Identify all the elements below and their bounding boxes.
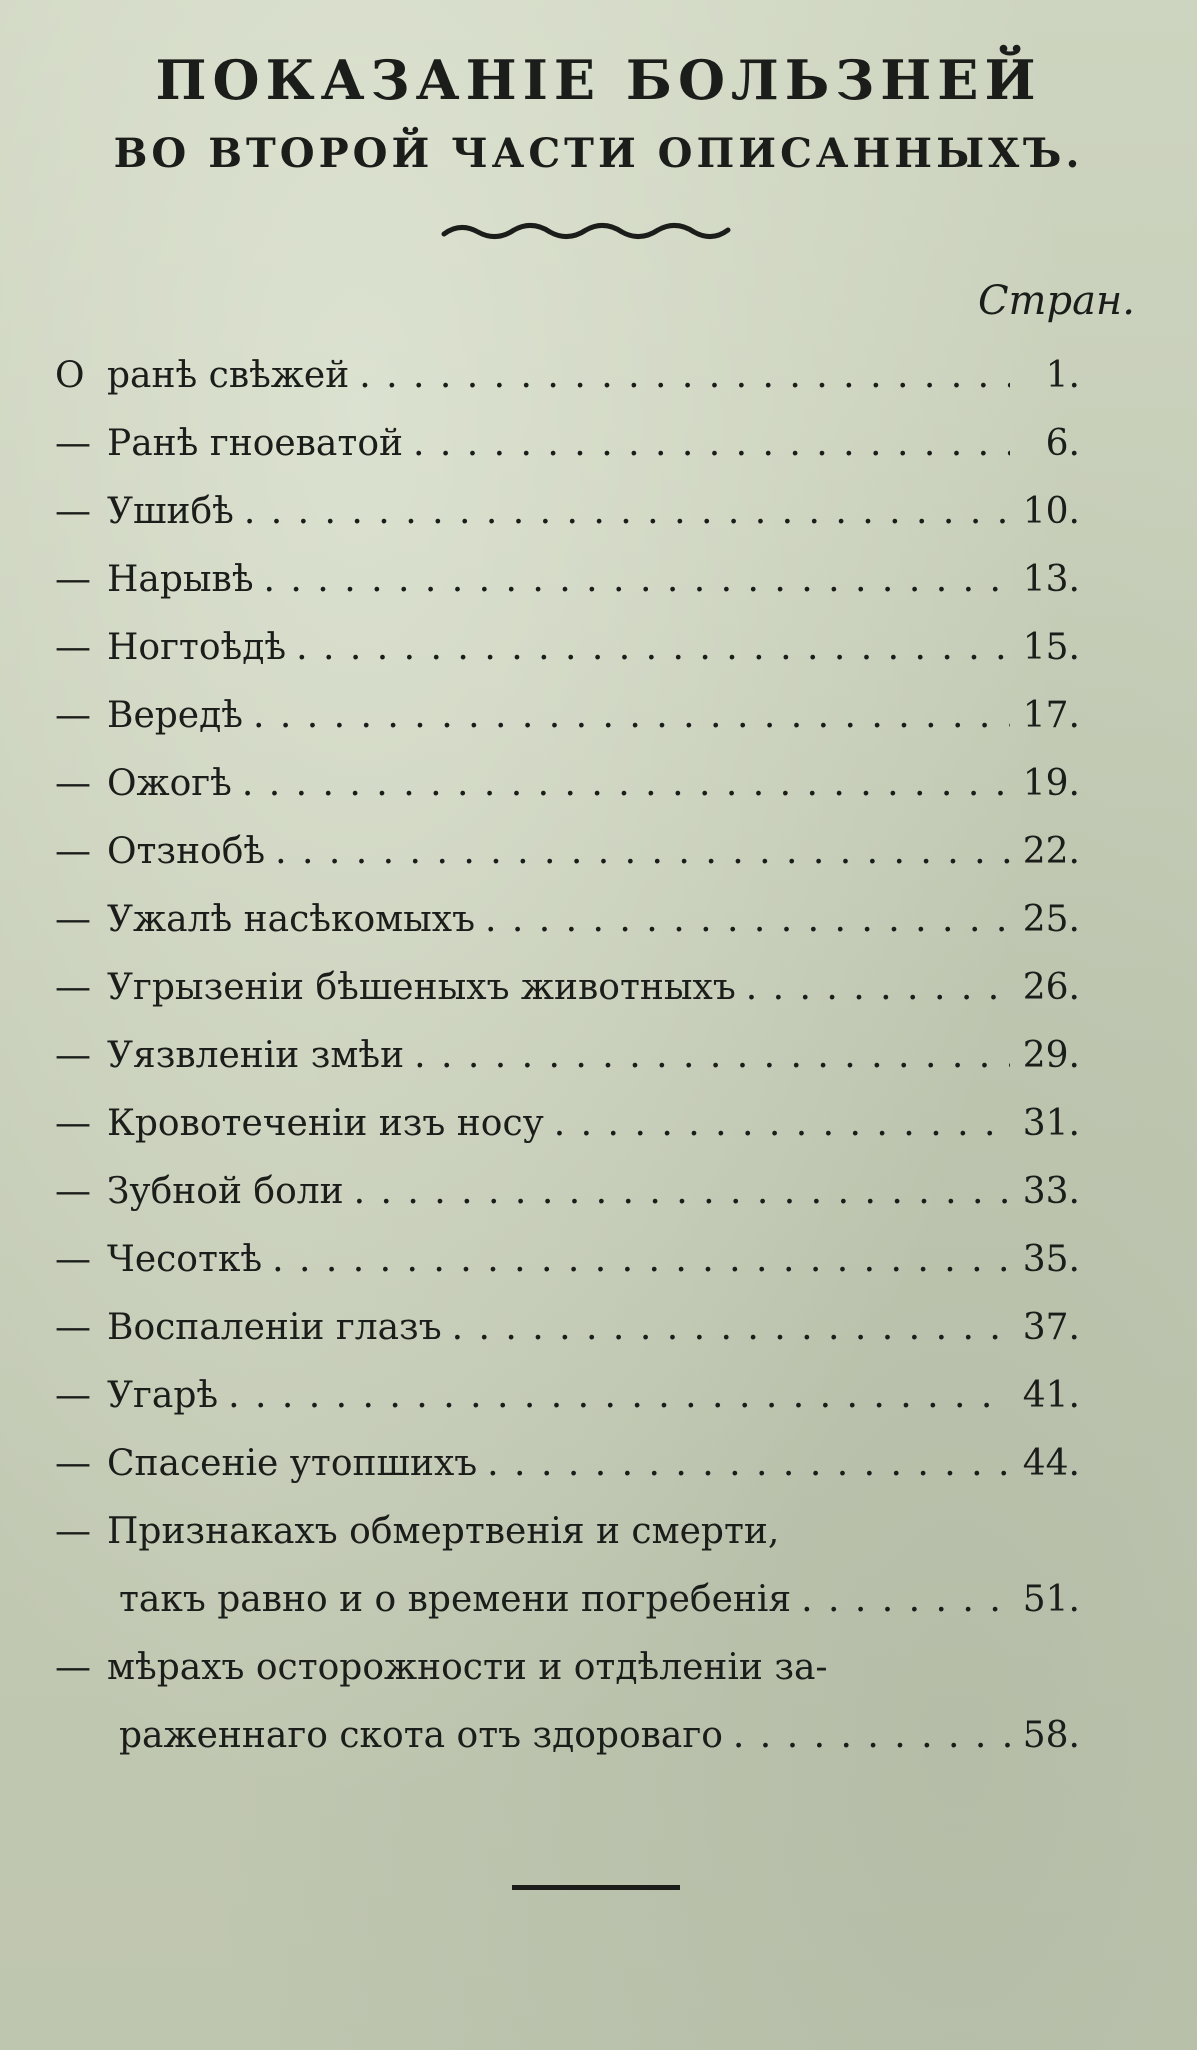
entry-line-2 bbox=[55, 1715, 1080, 1783]
entry-page-number: 29. bbox=[1022, 1035, 1080, 1076]
entry-title: Ожогѣ bbox=[107, 763, 232, 804]
entry-title: Ушибѣ bbox=[107, 491, 234, 532]
toc-entry bbox=[55, 423, 1080, 491]
toc-entry-multiline bbox=[55, 1647, 1080, 1783]
entry-line-2 bbox=[55, 1579, 1080, 1647]
toc-entry-multiline bbox=[55, 1511, 1080, 1647]
page-subtitle: ВО ВТОРОЙ ЧАСТИ ОПИСАННЫХЪ. bbox=[113, 130, 1084, 177]
dot-leader bbox=[272, 1239, 1010, 1280]
toc-entry bbox=[55, 831, 1080, 899]
dot-leader bbox=[554, 1103, 1010, 1144]
entry-prefix: — bbox=[55, 1443, 91, 1484]
toc-entry bbox=[55, 695, 1080, 763]
entry-page-number: 26. bbox=[1022, 967, 1080, 1008]
toc-entry bbox=[55, 1375, 1080, 1443]
entry-title-line-1: мѣрахъ осторожности и отдѣленіи за- bbox=[107, 1647, 828, 1688]
entry-title: ранѣ свѣжей bbox=[107, 355, 350, 396]
entry-title: Воспаленіи глазъ bbox=[107, 1307, 442, 1348]
entry-page-number: 35. bbox=[1022, 1239, 1080, 1280]
entry-title: Кровотеченіи изъ носу bbox=[107, 1103, 544, 1144]
entry-title: Ужалѣ насѣкомыхъ bbox=[107, 899, 475, 940]
dot-leader bbox=[452, 1307, 1010, 1348]
dot-leader bbox=[746, 967, 1010, 1008]
toc-entry bbox=[55, 491, 1080, 559]
entry-prefix: — bbox=[55, 1035, 91, 1076]
entry-title: Угарѣ bbox=[107, 1375, 219, 1416]
entry-line-1 bbox=[55, 1511, 1080, 1579]
entry-page-number: 15. bbox=[1022, 627, 1080, 668]
dot-leader bbox=[413, 423, 1010, 464]
entry-title-line-1: Признакахъ обмертвенія и смерти, bbox=[107, 1511, 780, 1552]
ornament-divider bbox=[440, 218, 732, 248]
toc-entry bbox=[55, 1239, 1080, 1307]
entry-prefix: — bbox=[55, 899, 91, 940]
entry-prefix: — bbox=[55, 1511, 91, 1552]
toc-entry bbox=[55, 1307, 1080, 1375]
dot-leader bbox=[244, 491, 1010, 532]
toc-entry bbox=[55, 899, 1080, 967]
entry-title-line-2: раженнаго скота отъ здороваго bbox=[119, 1715, 723, 1756]
entry-title: Ранѣ гноеватой bbox=[107, 423, 403, 464]
toc-entry bbox=[55, 1035, 1080, 1103]
entry-page-number: 10. bbox=[1022, 491, 1080, 532]
entry-prefix: О bbox=[55, 355, 85, 396]
dot-leader bbox=[253, 695, 1010, 736]
entry-prefix: — bbox=[55, 1307, 91, 1348]
dot-leader bbox=[359, 355, 1010, 396]
dot-leader bbox=[264, 559, 1010, 600]
entry-page-number: 6. bbox=[1045, 423, 1080, 464]
toc-entry bbox=[55, 1103, 1080, 1171]
entry-title: Уязвленіи змѣи bbox=[107, 1035, 405, 1076]
toc-entry bbox=[55, 763, 1080, 831]
entry-prefix: — bbox=[55, 695, 91, 736]
page-title: ПОКАЗАНІЕ БОЛЬЗНЕЙ bbox=[155, 48, 1042, 112]
entry-page-number: 58. bbox=[1022, 1715, 1080, 1756]
entry-prefix: — bbox=[55, 1239, 91, 1280]
entry-title: Отзнобѣ bbox=[107, 831, 266, 872]
entry-prefix: — bbox=[55, 763, 91, 804]
entry-prefix: — bbox=[55, 559, 91, 600]
entry-page-number: 22. bbox=[1022, 831, 1080, 872]
entry-page-number: 19. bbox=[1022, 763, 1080, 804]
toc-entry bbox=[55, 355, 1080, 423]
entry-page-number: 44. bbox=[1022, 1443, 1080, 1484]
entry-page-number: 1. bbox=[1045, 355, 1080, 396]
entry-title: Угрызеніи бѣшеныхъ животныхъ bbox=[107, 967, 736, 1008]
bottom-rule bbox=[512, 1885, 680, 1890]
dot-leader bbox=[733, 1715, 1010, 1756]
entry-prefix: — bbox=[55, 491, 91, 532]
entry-prefix: — bbox=[55, 1375, 91, 1416]
entry-line-1 bbox=[55, 1647, 1080, 1715]
dot-leader bbox=[242, 763, 1010, 804]
entry-title-line-2: такъ равно и о времени погребенія bbox=[119, 1579, 792, 1620]
toc-entry bbox=[55, 967, 1080, 1035]
toc-entry bbox=[55, 1171, 1080, 1239]
table-of-contents bbox=[55, 355, 1080, 1783]
entry-title: Чесоткѣ bbox=[107, 1239, 263, 1280]
entry-page-number: 51. bbox=[1022, 1579, 1080, 1620]
entry-prefix: — bbox=[55, 1171, 91, 1212]
entry-title: Зубной боли bbox=[107, 1171, 344, 1212]
entry-prefix: — bbox=[55, 1647, 91, 1688]
toc-entry bbox=[55, 1443, 1080, 1511]
dot-leader bbox=[487, 1443, 1010, 1484]
dot-leader bbox=[296, 627, 1010, 668]
entry-title: Вередѣ bbox=[107, 695, 243, 736]
entry-prefix: — bbox=[55, 627, 91, 668]
entry-page-number: 31. bbox=[1022, 1103, 1080, 1144]
dot-leader bbox=[275, 831, 1010, 872]
entry-page-number: 13. bbox=[1022, 559, 1080, 600]
entry-page-number: 17. bbox=[1022, 695, 1080, 736]
entry-page-number: 41. bbox=[1022, 1375, 1080, 1416]
dot-leader bbox=[354, 1171, 1010, 1212]
dot-leader bbox=[485, 899, 1010, 940]
entry-page-number: 33. bbox=[1022, 1171, 1080, 1212]
entry-title: Нарывѣ bbox=[107, 559, 254, 600]
dot-leader bbox=[801, 1579, 1010, 1620]
toc-entry bbox=[55, 627, 1080, 695]
entry-prefix: — bbox=[55, 1103, 91, 1144]
page-column-label: Стран. bbox=[977, 278, 1135, 324]
entry-prefix: — bbox=[55, 423, 91, 464]
entry-page-number: 37. bbox=[1022, 1307, 1080, 1348]
toc-entry bbox=[55, 559, 1080, 627]
entry-title: Ногтоѣдѣ bbox=[107, 627, 287, 668]
entry-prefix: — bbox=[55, 967, 91, 1008]
entry-page-number: 25. bbox=[1022, 899, 1080, 940]
dot-leader bbox=[414, 1035, 1010, 1076]
entry-title: Спасеніе утопшихъ bbox=[107, 1443, 478, 1484]
entry-prefix: — bbox=[55, 831, 91, 872]
dot-leader bbox=[228, 1375, 1010, 1416]
